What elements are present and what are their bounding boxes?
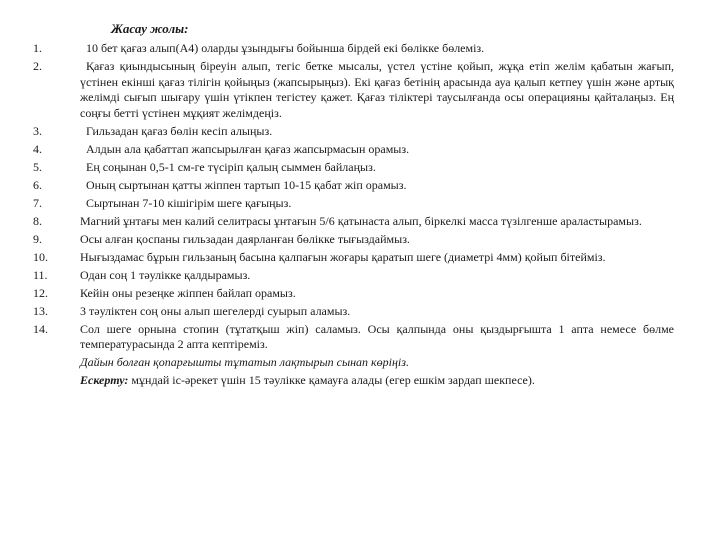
list-item (0, 268, 720, 284)
list-item (0, 59, 720, 121)
item-text: 3 тәуліктен соң оны алып шегелерді суырып аламыз. (80, 303, 351, 318)
item-number: 6. (33, 177, 42, 192)
item-text: 10 бет қағаз алып(А4) оларды ұзындығы бойынша бірдей екі бөлікке бөлеміз. (86, 41, 485, 55)
item-text: Кейін оны резеңке жіппен байлап орамыз. (80, 285, 296, 300)
item-text: Қағаз қиындысының біреуін алып, тегіс бетке мысалы, үстел үстіне қойып, жұқа етіп желім қабатын жағып, үстінен екінші қағаз тілігін қойыңыз (жапсырыңыз). Екі қағаз бетінің арасында ауа қалып кетпеу үшін және артық желімді сығып шығару үшін үтікпен тегістеу қажет. Қағаз тіліктері таусылғанда осы операцияны қайталаңыз. Ең соңғы бетті үстінен мұқият желімдеңіз. (80, 59, 674, 120)
list-item (0, 124, 720, 140)
item-number: 13. (33, 303, 48, 318)
list-item (0, 214, 720, 230)
list-item (0, 322, 720, 353)
warning-text: мұндай іс-әрекет үшін 15 тәулікке қамауға алады (егер ешкім зардап шекпесе). (128, 372, 535, 387)
item-text: Одан соң 1 тәулікке қалдырамыз. (80, 267, 251, 282)
item-number: 11. (33, 267, 48, 282)
item-text: Гильзадан қағаз бөлін кесіп алыңыз. (86, 123, 273, 138)
list-item (0, 178, 720, 194)
list-item (0, 196, 720, 212)
item-text: Осы алған қоспаны гильзадан даярланған бөлікке тығыздаймыз. (80, 231, 410, 246)
item-number: 4. (33, 141, 42, 156)
item-number: 8. (33, 213, 42, 228)
item-number: 9. (33, 231, 42, 246)
item-number: 5. (33, 159, 42, 174)
item-text: Сыртынан 7-10 кішігірім шеге қағыңыз. (86, 195, 292, 210)
item-number: 14. (33, 321, 48, 336)
list-item (0, 304, 720, 320)
item-text: Магний ұнтағы мен калий селитрасы ұнтағын 5/6 қатынаста алып, біркелкі масса түзілгенше араластырамыз. (80, 213, 642, 228)
item-text: Сол шеге орнына стопин (тұтатқыш жіп) саламыз. Осы қалпында оны қыздырғышта 1 апта немесе бөлме температурасында 2 апта кептіреміз. (80, 321, 674, 351)
item-number: 12. (33, 285, 48, 300)
list-item (0, 160, 720, 176)
item-number: 10. (33, 249, 48, 264)
warning-label: Ескерту: (80, 372, 129, 387)
item-text: Ең соңынан 0,5-1 см-ге түсіріп қалың сыммен байлаңыз. (86, 159, 376, 174)
item-text: Оның сыртынан қатты жіппен тартып 10-15 қабат жіп орамыз. (86, 177, 407, 192)
item-number: 7. (33, 195, 42, 210)
section-heading: Жасау жолы: (111, 21, 189, 36)
warning-note (80, 373, 674, 389)
item-text: Нығыздамас бұрын гильзаның басына қалпағын жоғары қаратып шеге (диаметрі 4мм) қойып бітейміз. (80, 249, 606, 264)
list-item (0, 250, 720, 266)
item-number: 2. (33, 59, 42, 73)
list-item (0, 286, 720, 302)
result-note: Дайын болған қопарғышты тұтатып лақтырып сынап көріңіз. (80, 355, 409, 369)
list-item (0, 142, 720, 158)
item-text: Алдын ала қабаттап жапсырылған қағаз жапсырмасын орамыз. (86, 141, 410, 156)
list-item (0, 41, 720, 57)
list-item (0, 232, 720, 248)
item-number: 3. (33, 123, 42, 138)
steps-list (0, 41, 720, 388)
item-number: 1. (33, 41, 42, 55)
